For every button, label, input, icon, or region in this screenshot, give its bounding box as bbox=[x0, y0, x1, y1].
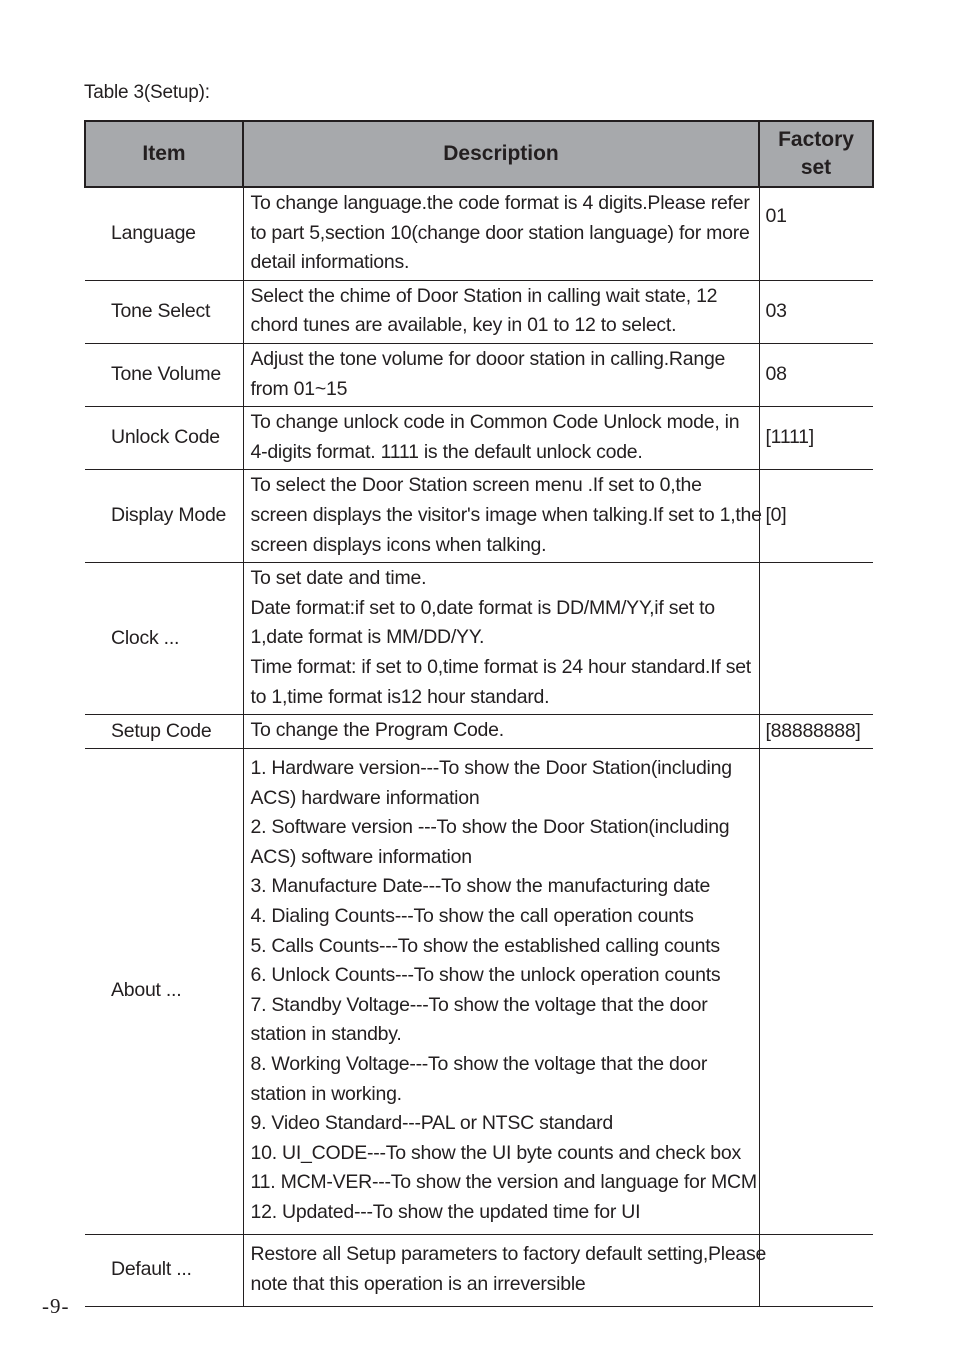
row-factory-set: 03 bbox=[759, 280, 873, 343]
table-row bbox=[85, 407, 873, 470]
description-line: 1. Hardware version---To show the Door Station(including bbox=[250, 756, 732, 779]
row-factory-set bbox=[759, 748, 873, 1234]
description-line: station in standby. bbox=[250, 1023, 402, 1046]
row-item: Tone Select bbox=[85, 280, 243, 343]
row-item: Setup Code bbox=[85, 715, 243, 749]
row-factory-set: [1111] bbox=[759, 407, 873, 470]
setup-table bbox=[84, 120, 874, 1307]
description-line: 9. Video Standard---PAL or NTSC standard bbox=[250, 1112, 613, 1135]
header-factory-set: Factory set bbox=[759, 121, 873, 187]
table-row bbox=[85, 187, 873, 280]
row-factory-set bbox=[759, 563, 873, 715]
table-caption: Table 3(Setup): bbox=[84, 82, 210, 103]
row-factory-set: [88888888] bbox=[759, 715, 873, 749]
description-line: 4. Dialing Counts---To show the call operation counts bbox=[250, 904, 694, 927]
row-factory-set bbox=[759, 1234, 873, 1306]
description-line: 1,date format is MM/DD/YY. bbox=[250, 626, 485, 649]
header-item: Item bbox=[85, 121, 243, 187]
description-line: Date format:if set to 0,date format is DD/MM/YY,if set to bbox=[250, 596, 715, 619]
row-item: Clock ... bbox=[85, 563, 243, 715]
description-line: 2. Software version ---To show the Door Station(including bbox=[250, 816, 730, 839]
row-description bbox=[243, 748, 759, 1234]
row-factory-set: 08 bbox=[759, 343, 873, 406]
description-line: 3. Manufacture Date---To show the manufacturing date bbox=[250, 875, 711, 898]
description-line: 12. Updated---To show the updated time for UI bbox=[250, 1200, 641, 1223]
description-line: note that this operation is an irreversible bbox=[250, 1272, 586, 1295]
table-row bbox=[85, 280, 873, 343]
description-line: 10. UI_CODE---To show the UI byte counts and check box bbox=[250, 1141, 741, 1164]
row-item: Display Mode bbox=[85, 470, 243, 563]
description-line: from 01~15 bbox=[250, 377, 348, 400]
description-line: to 1,time format is12 hour standard. bbox=[250, 685, 550, 708]
page-number: -9- bbox=[42, 1294, 70, 1318]
description-line: station in working. bbox=[250, 1082, 402, 1105]
row-item: Default ... bbox=[85, 1234, 243, 1306]
row-item: Unlock Code bbox=[85, 407, 243, 470]
row-item: About ... bbox=[85, 748, 243, 1234]
description-line: Select the chime of Door Station in calling wait state, 12 bbox=[250, 284, 718, 307]
description-line: 4-digits format. 1111 is the default unlock code. bbox=[250, 440, 643, 463]
description-line: Restore all Setup parameters to factory default setting,Please bbox=[250, 1243, 767, 1266]
table-row bbox=[85, 1234, 873, 1306]
description-line: Adjust the tone volume for dooor station in calling.Range bbox=[250, 347, 726, 370]
description-line: 11. MCM-VER---To show the version and language for MCM bbox=[250, 1171, 757, 1194]
description-line: 8. Working Voltage---To show the voltage that the door bbox=[250, 1052, 708, 1075]
row-item: Tone Volume bbox=[85, 343, 243, 406]
description-line: To select the Door Station screen menu .If set to 0,the bbox=[250, 474, 702, 497]
description-line: 6. Unlock Counts---To show the unlock operation counts bbox=[250, 964, 721, 987]
row-description bbox=[243, 563, 759, 715]
description-line: screen displays icons when talking. bbox=[250, 533, 547, 556]
row-description bbox=[243, 187, 759, 280]
description-line: 5. Calls Counts---To show the established calling counts bbox=[250, 934, 720, 957]
description-line: To change language.the code format is 4 digits.Please refer bbox=[250, 192, 750, 214]
description-line: To set date and time. bbox=[250, 567, 427, 590]
row-description bbox=[243, 280, 759, 343]
description-line: 7. Standby Voltage---To show the voltage that the door bbox=[250, 993, 708, 1016]
row-description bbox=[243, 470, 762, 563]
table-row bbox=[85, 715, 873, 749]
table-row bbox=[85, 748, 873, 1234]
description-line: chord tunes are available, key in 01 to 12 to select. bbox=[250, 314, 677, 337]
description-line: To change unlock code in Common Code Unlock mode, in bbox=[250, 411, 740, 434]
description-line: screen displays the visitor's image when talking.If set to 1,the bbox=[250, 503, 762, 526]
row-description bbox=[243, 1234, 767, 1306]
table-row bbox=[85, 563, 873, 715]
description-line: to part 5,section 10(change door station language) for more bbox=[250, 221, 750, 244]
table-header-row bbox=[85, 121, 873, 187]
description-line: To change the Program Code. bbox=[250, 719, 504, 742]
table-row bbox=[85, 343, 873, 406]
description-line: ACS) software information bbox=[250, 845, 472, 868]
row-factory-set: 01 bbox=[759, 187, 873, 280]
row-item: Language bbox=[85, 187, 243, 280]
header-description: Description bbox=[243, 121, 759, 187]
description-line: detail informations. bbox=[250, 251, 410, 274]
row-factory-set: [0] bbox=[759, 470, 873, 563]
row-description bbox=[243, 343, 759, 406]
description-line: ACS) hardware information bbox=[250, 786, 480, 809]
row-description bbox=[243, 407, 759, 470]
description-line: Time format: if set to 0,time format is 24 hour standard.If set bbox=[250, 655, 751, 678]
table-row bbox=[85, 470, 873, 563]
row-description bbox=[243, 715, 759, 749]
